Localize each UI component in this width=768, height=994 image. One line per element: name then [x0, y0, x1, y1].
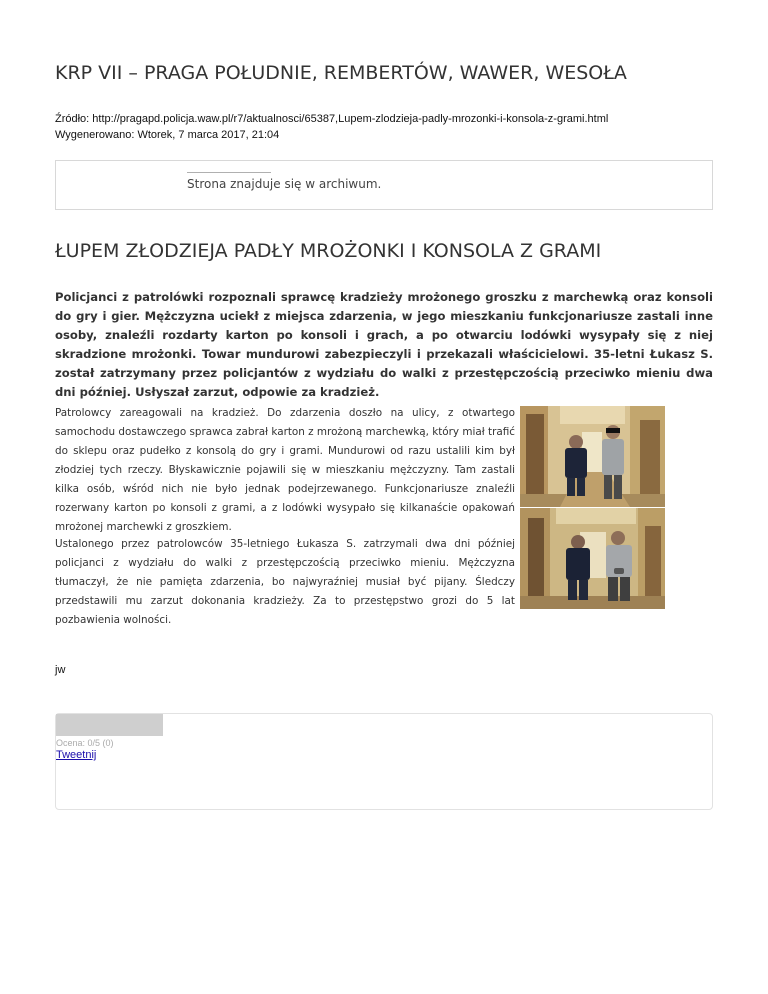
- generated-date: Wygenerowano: Wtorek, 7 marca 2017, 21:04: [55, 129, 280, 141]
- archive-divider: [187, 172, 271, 173]
- rating-text: Ocena: 0/5 (0): [56, 738, 114, 748]
- article-signature: jw: [55, 664, 66, 676]
- rating-stars[interactable]: [56, 714, 163, 736]
- source-url: Źródło: http://pragapd.policja.waw.pl/r7/aktualnosci/65387,Lupem-zlodzieja-padly-mrozonki-i-konsola-z-grami.html: [55, 113, 609, 125]
- article-lead: Policjanci z patrolówki rozpoznali sprawcę kradzieży mrożonego groszku z marchewką oraz konsoli do gry i gier. Mężczyzna uciekł z miejsca zdarzenia, w jego mieszkaniu funkcjonariusze zastali inne osoby, znaleźli rozdarty karton po konsoli i grach, a po otwarciu lodówki wysypały się z niej skradzione mrożonki. Towar mundurowi zabezpieczyli i przekazali właścicielowi. 35-letni Łukasz S. został zatrzymany przez policjantów z wydziału do walki z przestępczością przeciwko mieniu dwa dni później. Usłyszał zarzut, odpowie za kradzież.: [55, 290, 713, 399]
- photo-2-image: [520, 508, 665, 609]
- article-paragraph-2: Ustalonego przez patrolowców 35-letniego Łukasza S. zatrzymali dwa dni później policjanci z wydziału do walki z przestępczością przeciwko mieniu. Mężczyzna tłumaczył, że nie pamięta zdarzenia, bo najwyraźniej musiał być pijany. Śledczy przedstawili mu zarzut dokonania kradzieży. Za to przestępstwo grozi do 5 lat pozbawienia wolności.: [55, 538, 515, 626]
- photo-1-image: [520, 406, 665, 507]
- article-paragraph-1: Patrolowcy zareagowali na kradzież. Do zdarzenia doszło na ulicy, z otwartego samochodu dostawczego sprawca zabrał karton z mrożoną marchewką, który miał trafić do sklepu oraz pudełko z konsolą do gry i grami. Mundurowi od razu ustalili kim był złodziej tych rzeczy. Błyskawicznie pojawili się w mieszkaniu mężczyzny. Tam zastali kilka osób, wśród nich nie było jednak podejrzewanego. Funkcjonariusze znaleźli rozerwany karton po konsoli z grami, a z lodówki wysypało się kilkanaście opakowań mrożonej marchewki z groszkiem.: [55, 407, 515, 533]
- article-photo-1[interactable]: [520, 406, 665, 507]
- site-title: KRP VII – PRAGA POŁUDNIE, REMBERTÓW, WAWER, WESOŁA: [55, 62, 627, 84]
- tweet-link[interactable]: Tweetnij: [56, 749, 97, 761]
- article-photo-2[interactable]: [520, 508, 665, 609]
- archive-notice: Strona znajduje się w archiwum.: [187, 177, 382, 191]
- archive-notice-box: [55, 160, 713, 210]
- rating-box: [55, 713, 713, 810]
- source-info: [55, 111, 608, 143]
- article-title: ŁUPEM ZŁODZIEJA PADŁY MROŻONKI I KONSOLA Z GRAMI: [55, 240, 602, 262]
